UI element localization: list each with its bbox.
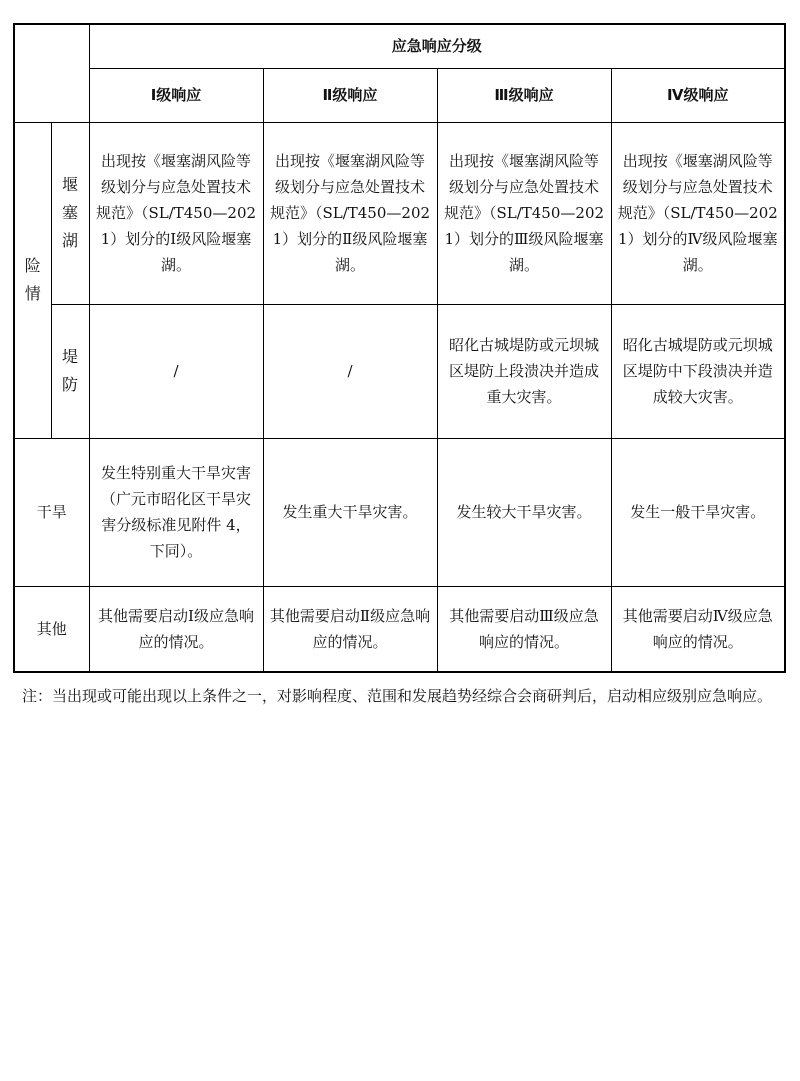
header-levels-row <box>14 68 785 122</box>
other-level-4-cell: 其他需要启动Ⅳ级应急响应的情况。 <box>611 586 785 672</box>
dike-row <box>14 304 785 438</box>
other-level-3-cell: 其他需要启动Ⅲ级应急响应的情况。 <box>437 586 611 672</box>
dike-label: 堤防 <box>51 304 89 438</box>
response-grading-title: 应急响应分级 <box>89 24 785 68</box>
dammed-lake-label: 堰塞湖 <box>51 122 89 304</box>
other-row <box>14 586 785 672</box>
level-4-header: Ⅳ级响应 <box>611 68 785 122</box>
dammed-lake-level-2-cell: 出现按《堰塞湖风险等级划分与应急处置技术规范》（SL/T450—2021）划分的Ⅱ级风险堰塞湖。 <box>263 122 437 304</box>
corner-cell <box>14 24 89 122</box>
other-label: 其他 <box>14 586 89 672</box>
level-2-header: Ⅱ级响应 <box>263 68 437 122</box>
danger-label: 险情 <box>14 122 51 438</box>
dike-level-2-cell: / <box>263 304 437 438</box>
level-3-header: Ⅲ级响应 <box>437 68 611 122</box>
drought-level-4-cell: 发生一般干旱灾害。 <box>611 438 785 586</box>
dike-level-1-cell: / <box>89 304 263 438</box>
drought-level-3-cell: 发生较大干旱灾害。 <box>437 438 611 586</box>
dike-level-4-cell: 昭化古城堤防或元坝城区堤防中下段溃决并造成较大灾害。 <box>611 304 785 438</box>
other-level-2-cell: 其他需要启动Ⅱ级应急响应的情况。 <box>263 586 437 672</box>
other-level-1-cell: 其他需要启动Ⅰ级应急响应的情况。 <box>89 586 263 672</box>
dammed-lake-level-1-cell: 出现按《堰塞湖风险等级划分与应急处置技术规范》（SL/T450—2021）划分的Ⅰ级风险堰塞湖。 <box>89 122 263 304</box>
header-group-row <box>14 24 785 68</box>
drought-level-1-cell: 发生特别重大干旱灾害（广元市昭化区干旱灾害分级标准见附件 4，下同）。 <box>89 438 263 586</box>
emergency-response-table <box>13 23 786 673</box>
drought-level-2-cell: 发生重大干旱灾害。 <box>263 438 437 586</box>
table-footnote: 注：当出现或可能出现以上条件之一，对影响程度、范围和发展趋势经综合会商研判后，启动相应级别应急响应。 <box>22 687 773 705</box>
dike-level-3-cell: 昭化古城堤防或元坝城区堤防上段溃决并造成重大灾害。 <box>437 304 611 438</box>
dammed-lake-level-4-cell: 出现按《堰塞湖风险等级划分与应急处置技术规范》（SL/T450—2021）划分的Ⅳ级风险堰塞湖。 <box>611 122 785 304</box>
drought-row <box>14 438 785 586</box>
drought-label: 干旱 <box>14 438 89 586</box>
level-1-header: Ⅰ级响应 <box>89 68 263 122</box>
dammed-lake-row <box>14 122 785 304</box>
dammed-lake-level-3-cell: 出现按《堰塞湖风险等级划分与应急处置技术规范》（SL/T450—2021）划分的Ⅲ级风险堰塞湖。 <box>437 122 611 304</box>
